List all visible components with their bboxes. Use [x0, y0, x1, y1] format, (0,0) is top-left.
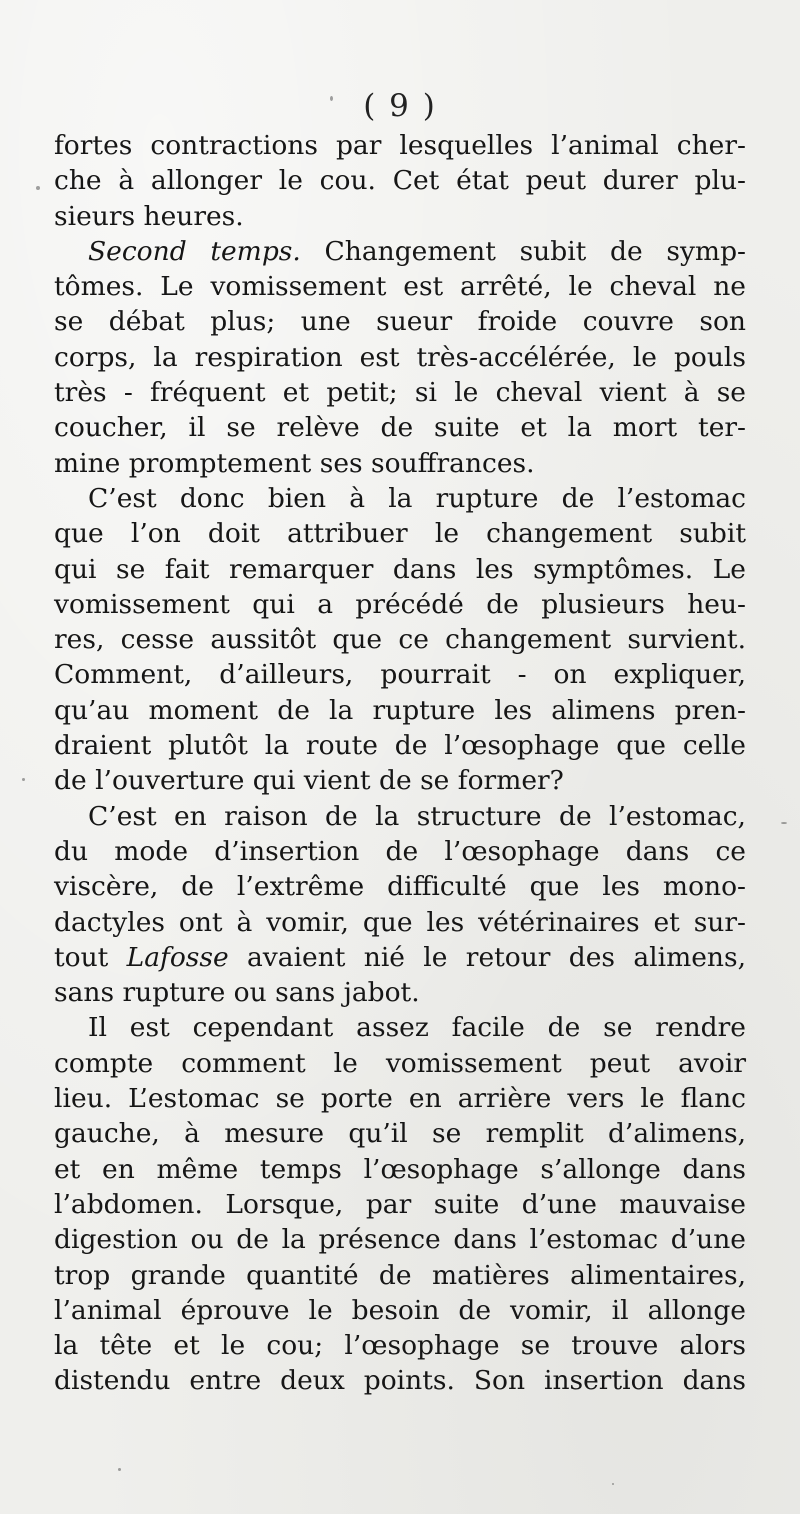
text-line: très - fréquent et petit; si le cheval vient à se	[54, 377, 746, 409]
text-line: trop grande quantité de matières alimentaires,	[54, 1259, 746, 1291]
text-line: Second temps. Changement subit de symp-	[88, 235, 746, 267]
text-line: vomissement qui a précédé de plusieurs heu-	[54, 588, 746, 620]
paper-speck	[22, 778, 25, 781]
text-line: corps, la respiration est très-accélérée, le pouls	[54, 341, 746, 373]
text-line: sieurs heures.	[54, 200, 244, 232]
italic-run: Lafosse	[126, 941, 229, 973]
text-line: tômes. Le vomissement est arrêté, le cheval ne	[54, 271, 746, 303]
paper-speck	[612, 1483, 614, 1485]
text-line: C’est en raison de la structure de l’estomac,	[88, 800, 746, 832]
text-line: lieu. L’estomac se porte en arrière vers le flanc	[54, 1083, 746, 1115]
paper-speck	[330, 96, 333, 101]
text-line: du mode d’insertion de l’œsophage dans ce	[54, 835, 746, 867]
text-line: C’est donc bien à la rupture de l’estomac	[88, 482, 746, 514]
text-line: coucher, il se relève de suite et la mort ter-	[54, 412, 746, 444]
text-line: draient plutôt la route de l’œsophage que celle	[54, 730, 746, 762]
text-line: de l’ouverture qui vient de se former?	[54, 765, 564, 797]
paper-speck	[36, 186, 40, 190]
text-line: tout Lafosse avaient nié le retour des alimens,	[54, 941, 746, 973]
text-line: et en même temps l’œsophage s’allonge dans	[54, 1153, 746, 1185]
text-line: qu’au moment de la rupture les alimens pren-	[54, 694, 746, 726]
text-line: dactyles ont à vomir, que les vétérinaires et sur-	[54, 906, 746, 938]
text-line: que l’on doit attribuer le changement subit	[54, 518, 746, 550]
text-line: digestion ou de la présence dans l’estomac d’une	[54, 1224, 746, 1256]
paper-speck	[118, 1468, 121, 1471]
page-number: ( 9 )	[363, 88, 437, 124]
text-line: Comment, d’ailleurs, pourrait - on expliquer,	[54, 659, 746, 691]
text-line: gauche, à mesure qu’il se remplit d’alimens,	[54, 1118, 746, 1150]
text-line: viscère, de l’extrême difficulté que les mono-	[54, 871, 746, 903]
italic-run: Second temps.	[88, 235, 301, 267]
text-line: Il est cependant assez facile de se rendre	[88, 1012, 746, 1044]
text-line: fortes contractions par lesquelles l’animal cher-	[54, 130, 746, 161]
body-text	[54, 128, 746, 1399]
text-line: res, cesse aussitôt que ce changement survient.	[54, 624, 746, 656]
text-line: l’animal éprouve le besoin de vomir, il allonge	[54, 1294, 746, 1326]
text-line: mine promptement ses souffrances.	[54, 447, 535, 479]
text-line: che à allonger le cou. Cet état peut durer plu-	[54, 165, 746, 197]
paper-speck	[781, 822, 787, 824]
text-line: la tête et le cou; l’œsophage se trouve alors	[54, 1330, 746, 1362]
text-line: sans rupture ou sans jabot.	[54, 977, 420, 1009]
text-line: distendu entre deux points. Son insertion dans	[54, 1365, 746, 1397]
text-line: qui se fait remarquer dans les symptômes. Le	[54, 553, 746, 585]
text-line: compte comment le vomissement peut avoir	[54, 1047, 746, 1079]
text-line: l’abdomen. Lorsque, par suite d’une mauvaise	[54, 1188, 746, 1220]
text-line: se débat plus; une sueur froide couvre son	[54, 306, 746, 338]
